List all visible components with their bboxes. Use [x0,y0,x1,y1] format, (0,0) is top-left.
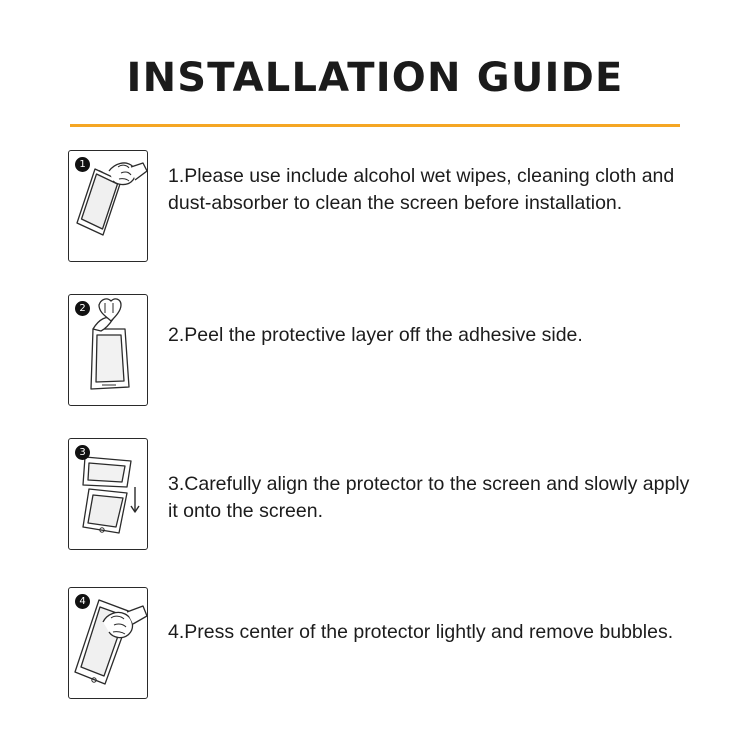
step-3-figure [68,438,148,550]
list-item [0,438,750,550]
step-3-number: 3. [168,473,185,495]
step-1-figure [68,150,148,262]
list-item [0,150,750,262]
step-2-badge: 2 [75,301,90,316]
step-2-figure [68,294,148,406]
list-item [0,294,750,406]
step-1-badge: 1 [75,157,90,172]
step-3-text [168,438,695,525]
step-3-body: Carefully align the protector to the screen and slowly apply it onto the screen. [168,473,690,522]
step-1-text [168,150,695,217]
title-divider [70,124,680,127]
step-4-badge: 4 [75,594,90,609]
step-2-number: 2. [168,324,185,346]
step-2-body: Peel the protective layer off the adhesive side. [184,324,583,346]
step-2-text [168,294,583,349]
list-item [0,587,750,699]
step-4-body: Press center of the protector lightly and remove bubbles. [184,621,674,643]
step-4-number: 4. [168,621,185,643]
step-3-badge: 3 [75,445,90,460]
step-1-body: Please use include alcohol wet wipes, cleaning cloth and dust-absorber to clean the screen before installation. [168,165,675,214]
step-4-text [168,587,673,646]
page-title: INSTALLATION GUIDE [126,55,624,101]
step-4-figure [68,587,148,699]
step-1-number: 1. [168,165,185,187]
steps-list [0,150,750,699]
